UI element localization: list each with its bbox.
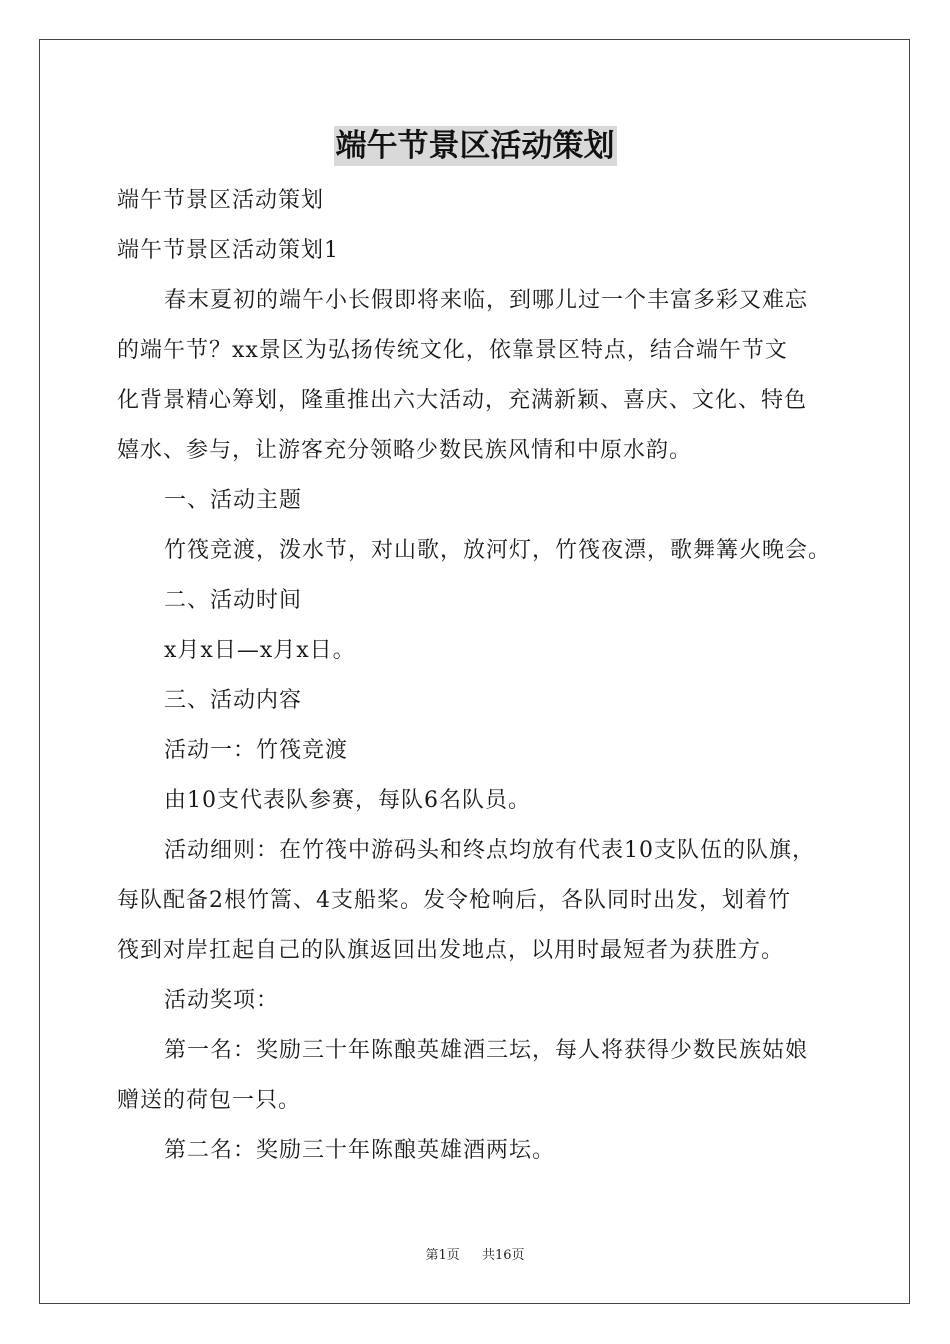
body-line: 活动一：竹筏竞渡 — [164, 738, 349, 763]
body-line: 竹筏竞渡，泼水节，对山歌，放河灯，竹筏夜漂，歌舞篝火晚会。 — [164, 538, 832, 563]
body-line: 春末夏初的端午小长假即将来临，到哪儿过一个丰富多彩又难忘 — [164, 288, 809, 313]
section-heading: 二、活动时间 — [164, 588, 303, 613]
body-line: 端午节景区活动策划 — [117, 188, 325, 213]
page-number: 第1页 — [425, 1248, 460, 1263]
title-container — [0, 126, 950, 166]
body-line: 端午节景区活动策划1 — [117, 238, 339, 263]
body-line: 筏到对岸扛起自己的队旗返回出发地点，以用时最短者为获胜方。 — [117, 938, 785, 963]
body-line: 由10支代表队参赛，每队6名队员。 — [164, 788, 531, 813]
body-line: 每队配备2根竹篙、4支船桨。发令枪响后，各队同时出发，划着竹 — [117, 888, 791, 913]
body-line: 活动奖项： — [164, 988, 280, 1013]
body-line: 化背景精心筹划，隆重推出六大活动，充满新颖、喜庆、文化、特色 — [117, 388, 808, 413]
section-heading: 一、活动主题 — [164, 488, 303, 513]
document-body — [117, 176, 841, 1176]
section-heading: 三、活动内容 — [164, 688, 303, 713]
page-total: 共16页 — [482, 1248, 525, 1263]
body-line: x月x日—x月x日。 — [164, 638, 356, 663]
body-line: 赠送的荷包一只。 — [117, 1088, 302, 1113]
page-footer — [0, 1244, 950, 1263]
document-title: 端午节景区活动策划 — [335, 128, 615, 164]
body-line: 第一名：奖励三十年陈酿英雄酒三坛，每人将获得少数民族姑娘 — [164, 1038, 809, 1063]
body-line: 第二名：奖励三十年陈酿英雄酒两坛。 — [164, 1138, 556, 1163]
body-line: 嬉水、参与，让游客充分领略少数民族风情和中原水韵。 — [117, 438, 693, 463]
body-line: 的端午节？xx景区为弘扬传统文化，依靠景区特点，结合端午节文 — [117, 338, 788, 363]
body-line: 活动细则：在竹筏中游码头和终点均放有代表10支队伍的队旗， — [164, 838, 815, 863]
